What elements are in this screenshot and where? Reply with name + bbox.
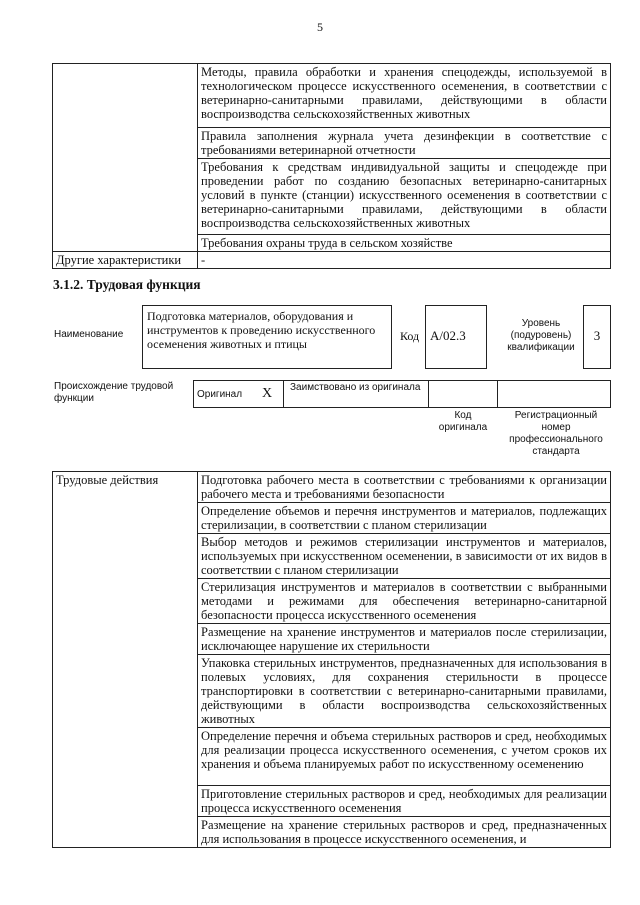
other-characteristics-value: -	[198, 252, 611, 269]
code-value-box	[425, 305, 487, 369]
section-heading: 3.1.2. Трудовая функция	[53, 277, 201, 292]
empty-label-cell	[53, 64, 198, 252]
reg-caption: Регистрационный номер профессионального стандарта	[509, 410, 603, 457]
action-row: Определение перечня и объема стерильных растворов и сред, необходимых для реализации процесса искусственного осеменения, с учетом сроков их хранения и объема планируемых работ по искусственному осеменению	[198, 728, 611, 786]
action-row: Выбор методов и режимов стерилизации инструментов и материалов, используемых при искусственном осеменении, в зависимости от их видов в соответствии с планом стерилизации	[198, 534, 611, 579]
level-label: Уровень (подуровень) квалификации	[507, 318, 575, 353]
labor-actions-table	[52, 471, 611, 848]
action-row: Упаковка стерильных инструментов, предназначенных для использования в полевых условиях, для сохранения стерильности в процессе транспортировки в соответствии с ветеринарно-санитарными правилами, действующими в области воспроизводства сельскохозяйственных животных	[198, 655, 611, 728]
other-characteristics-label: Другие характеристики	[53, 252, 198, 269]
original-label: Оригинал	[197, 389, 243, 400]
level-value: 3	[593, 328, 601, 343]
knowledge-row: Требования охраны труда в сельском хозяйстве	[198, 235, 611, 252]
knowledge-row: Методы, правила обработки и хранения спецодежды, используемой в технологическом процессе искусственного осеменения, в соответствии с ветеринарно-санитарными правилами, действующими в области воспроизводства сельскохозяйственных животных	[198, 64, 611, 128]
action-row: Приготовление стерильных растворов и сред, необходимых для реализации процесса искусственного осеменения	[198, 786, 611, 817]
knowledge-table	[52, 63, 611, 269]
name-label: Наименование	[54, 329, 124, 340]
level-value-box	[583, 305, 611, 369]
code-caption: Код оригинала	[438, 410, 488, 433]
code-value: А/02.3	[430, 328, 466, 343]
action-row: Подготовка рабочего места в соответствии с требованиями к организации рабочего места и требованиями безопасности	[198, 472, 611, 503]
knowledge-row: Требования к средствам индивидуальной защиты и спецодежде при проведении работ по созданию безопасных ветеринарно-санитарных условий в пункте (станции) искусственного осеменения в соответствии с ветеринарно-санитарными правилами, действующими в области воспроизводства сельскохозяйственных животных	[198, 159, 611, 235]
origin-divider	[283, 380, 284, 408]
action-row: Размещение на хранение инструментов и материалов после стерилизации, исключающее нарушение их стерильности	[198, 624, 611, 655]
original-mark: X	[262, 386, 273, 401]
origin-divider	[428, 380, 429, 408]
page-number: 5	[317, 20, 323, 34]
labor-actions-label: Трудовые действия	[53, 472, 198, 848]
code-label: Код	[400, 329, 420, 343]
borrowed-label: Заимствовано из оригинала	[290, 382, 421, 393]
knowledge-row: Правила заполнения журнала учета дезинфекции в соответствие с требованиями ветеринарной отчетности	[198, 128, 611, 159]
origin-divider	[497, 380, 498, 408]
action-row: Размещение на хранение стерильных растворов и сред, предназначенных для использования в процессе искусственного осеменения, и	[198, 817, 611, 848]
origin-label: Происхождение трудовой функции	[54, 381, 174, 404]
action-row: Стерилизация инструментов и материалов в соответствии с выбранными методами и режимами для обеспечения ветеринарно-санитарной безопасности процесса искусственного осеменения	[198, 579, 611, 624]
action-row: Определение объемов и перечня инструментов и материалов, подлежащих стерилизации, в соответствии с планом стерилизации	[198, 503, 611, 534]
function-name: Подготовка материалов, оборудования и инструментов к проведению искусственного осеменения животных и птицы	[147, 309, 376, 351]
name-value-box	[142, 305, 392, 369]
